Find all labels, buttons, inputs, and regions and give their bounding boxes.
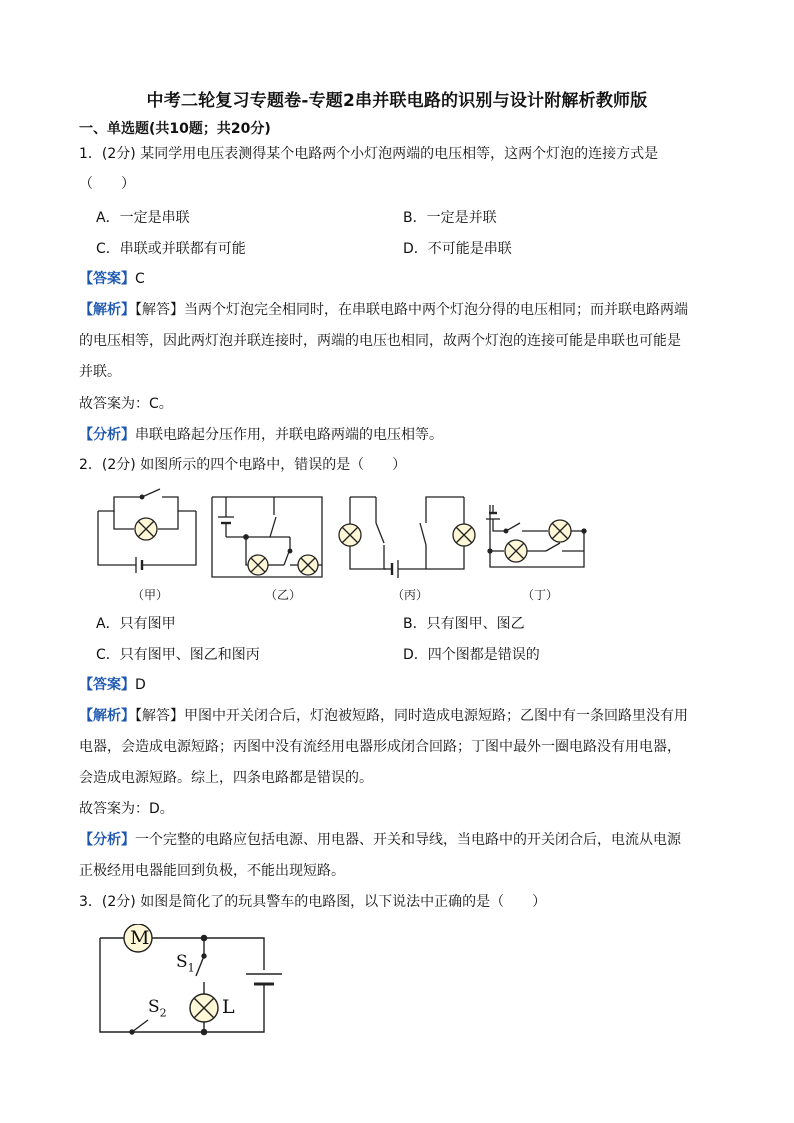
q2-conclusion: 故答案为：D。: [79, 801, 174, 817]
caption-yi: （乙）: [265, 588, 302, 602]
lamp-label: L: [222, 996, 235, 1018]
switch-s2-letter: S: [148, 997, 160, 1017]
q1-option-c: C．串联或并联都有可能: [96, 241, 246, 257]
caption-bing: （丙）: [392, 588, 429, 602]
q1-option-a: A．一定是串联: [96, 210, 190, 226]
q2-analysis-line3: 会造成电源短路。综上，四条电路都是错误的。: [79, 770, 373, 786]
q2-stem: 2．(2分) 如图所示的四个电路中，错误的是（ ）: [79, 457, 407, 473]
q2-analysis-line2: 电器，会造成电源短路；丙图中没有流经用电器形成闭合回路；丁图中最外一圈电路没有用电器，: [79, 739, 681, 755]
solve-tag: 【解答】: [135, 302, 184, 318]
q2-fenxi-line2: 正极经用电器能回到负极，不能出现短路。: [79, 863, 345, 879]
q2-option-d: D．四个图都是错误的: [403, 647, 540, 663]
answer-tag: 【答案】: [79, 677, 135, 693]
q2-analysis-text1: 甲图中开关闭合后，灯泡被短路，同时造成电源短路；乙图中有一条回路里没有用: [184, 708, 688, 724]
q2-option-c: C．只有图甲、图乙和图丙: [96, 647, 260, 663]
section-heading: 一、单选题(共10题；共20分): [79, 121, 271, 137]
q1-option-b: B．一定是并联: [403, 210, 497, 226]
switch-s2-subscript: 2: [159, 1006, 167, 1020]
solve-tag: 【解答】: [135, 708, 184, 724]
q1-stem-line1: 1．(2分) 某同学用电压表测得某个电路两个小灯泡两端的电压相等，这两个灯泡的连接方式是: [79, 146, 659, 162]
switch-s2-label: [148, 997, 167, 1019]
q1-fenxi: [79, 425, 443, 445]
circuit-diagram-bing: [336, 493, 482, 579]
switch-s1-subscript: 1: [187, 961, 195, 975]
q1-stem-line2: （ ）: [79, 176, 135, 192]
q1-fenxi-text: 串联电路起分压作用，并联电路两端的电压相等。: [135, 427, 443, 443]
motor-label: M: [130, 927, 150, 949]
q1-analysis-line1: [79, 300, 688, 320]
q2-fenxi-text1: 一个完整的电路应包括电源、用电器、开关和导线，当电路中的开关闭合后，电流从电源: [135, 832, 681, 848]
q1-conclusion: 故答案为：C。: [79, 396, 173, 412]
caption-jia: （甲）: [132, 588, 169, 602]
q2-fenxi-line1: [79, 830, 681, 850]
q1-analysis-line2: 的电压相等，因此两灯泡并联连接时，两端的电压也相同，故两个灯泡的连接可能是串联也可能是: [79, 333, 681, 349]
caption-ding: （丁）: [522, 588, 559, 602]
analysis-tag: 【解析】: [79, 708, 135, 724]
q2-answer-value: D: [135, 677, 146, 693]
q3-stem: 3．(2分) 如图是简化了的玩具警车的电路图，以下说法中正确的是（ ）: [79, 894, 547, 910]
circuit-diagram-jia: [92, 487, 202, 579]
q1-option-d: D．不可能是串联: [403, 241, 512, 257]
circuit-diagram-yi: [210, 493, 328, 583]
q1-analysis-line3: 并联。: [79, 364, 121, 380]
q1-analysis-text1: 当两个灯泡完全相同时，在串联电路中两个灯泡分得的电压相同；而并联电路两端: [184, 302, 688, 318]
switch-s1-label: [176, 952, 195, 974]
circuit-diagram-police-car: [96, 924, 296, 1040]
switch-s1-letter: S: [176, 952, 188, 972]
q2-option-a: A．只有图甲: [96, 616, 176, 632]
analysis-tag: 【解析】: [79, 302, 135, 318]
q1-answer: [79, 269, 145, 289]
q2-analysis-line1: [79, 706, 688, 726]
q2-option-b: B．只有图甲、图乙: [403, 616, 525, 632]
answer-tag: 【答案】: [79, 271, 135, 287]
page-title: 中考二轮复习专题卷-专题2串并联电路的识别与设计附解析教师版: [146, 91, 648, 111]
fenxi-tag: 【分析】: [79, 427, 135, 443]
q2-answer: [79, 675, 146, 695]
fenxi-tag: 【分析】: [79, 832, 135, 848]
q1-answer-value: C: [135, 271, 145, 287]
circuit-diagram-ding: [486, 493, 588, 573]
